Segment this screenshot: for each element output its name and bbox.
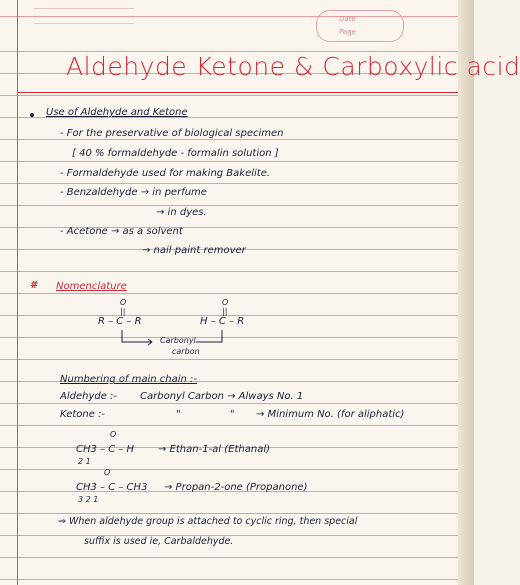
- carbonyl-label: Carbonyl: [160, 336, 196, 345]
- aldehyde-formula: H – C – R: [200, 316, 245, 327]
- example2-name: → Propan-2-one (Propanone): [164, 482, 308, 493]
- example1-name: → Ethan-1-al (Ethanal): [158, 444, 271, 455]
- date-label: Date: [339, 15, 356, 23]
- example1-formula: CH3 – C – H: [76, 444, 135, 455]
- ketone-rule-label: Ketone :-: [60, 409, 106, 420]
- uses-line-6: - Acetone → as a solvent: [60, 226, 183, 237]
- aldehyde-double-bond: ||: [222, 307, 228, 316]
- aldehyde-rule: Carbonyl Carbon → Always No. 1: [140, 391, 304, 402]
- uses-line-1: - For the preservative of biological specimen: [60, 128, 284, 139]
- uses-line-5: → in dyes.: [156, 207, 207, 218]
- ketone-oxygen: O: [120, 298, 127, 307]
- carbon-label: carbon: [172, 347, 200, 356]
- aldehyde-oxygen: O: [222, 298, 229, 307]
- notebook-logo: [34, 8, 134, 24]
- page-label: Page: [339, 28, 356, 36]
- ketone-double-bond: ||: [120, 307, 126, 316]
- uses-line-2: [ 40 % formaldehyde - formalin solution ]: [72, 148, 279, 159]
- uses-line-3: - Formaldehyde used for making Bakelite.: [60, 168, 271, 179]
- bullet-dot: [30, 113, 34, 117]
- note-line-1: ⇒ When aldehyde group is attached to cyclic ring, then special: [58, 516, 358, 527]
- example1-oxygen: O: [110, 430, 117, 439]
- page-edge: [458, 0, 474, 585]
- margin-line: [17, 0, 18, 585]
- example1-numbers: 2 1: [78, 457, 91, 466]
- example2-oxygen: O: [104, 468, 111, 477]
- aldehyde-rule-label: Aldehyde :-: [60, 391, 118, 402]
- uses-line-7: → nail paint remover: [142, 245, 246, 256]
- example2-formula: CH3 – C – CH3: [76, 482, 148, 493]
- note-line-2: suffix is used ie, Carbaldehyde.: [84, 536, 234, 547]
- ditto-mark-2: ": [230, 409, 235, 420]
- numbering-heading: Numbering of main chain :-: [60, 374, 198, 385]
- page-title: Aldehyde Ketone & Carboxylic acid: [66, 52, 520, 81]
- ditto-mark-1: ": [176, 409, 181, 420]
- uses-line-4: - Benzaldehyde → in perfume: [60, 187, 207, 198]
- ketone-rule: → Minimum No. (for aliphatic): [256, 409, 405, 420]
- nomenclature-heading: Nomenclature: [56, 281, 127, 292]
- uses-heading: Use of Aldehyde and Ketone: [46, 107, 188, 118]
- example2-numbers: 3 2 1: [78, 495, 99, 504]
- hash-marker: #: [30, 280, 39, 291]
- date-page-stamp: [316, 10, 404, 42]
- ketone-formula: R – C – R: [98, 316, 142, 327]
- title-underline: [18, 92, 458, 93]
